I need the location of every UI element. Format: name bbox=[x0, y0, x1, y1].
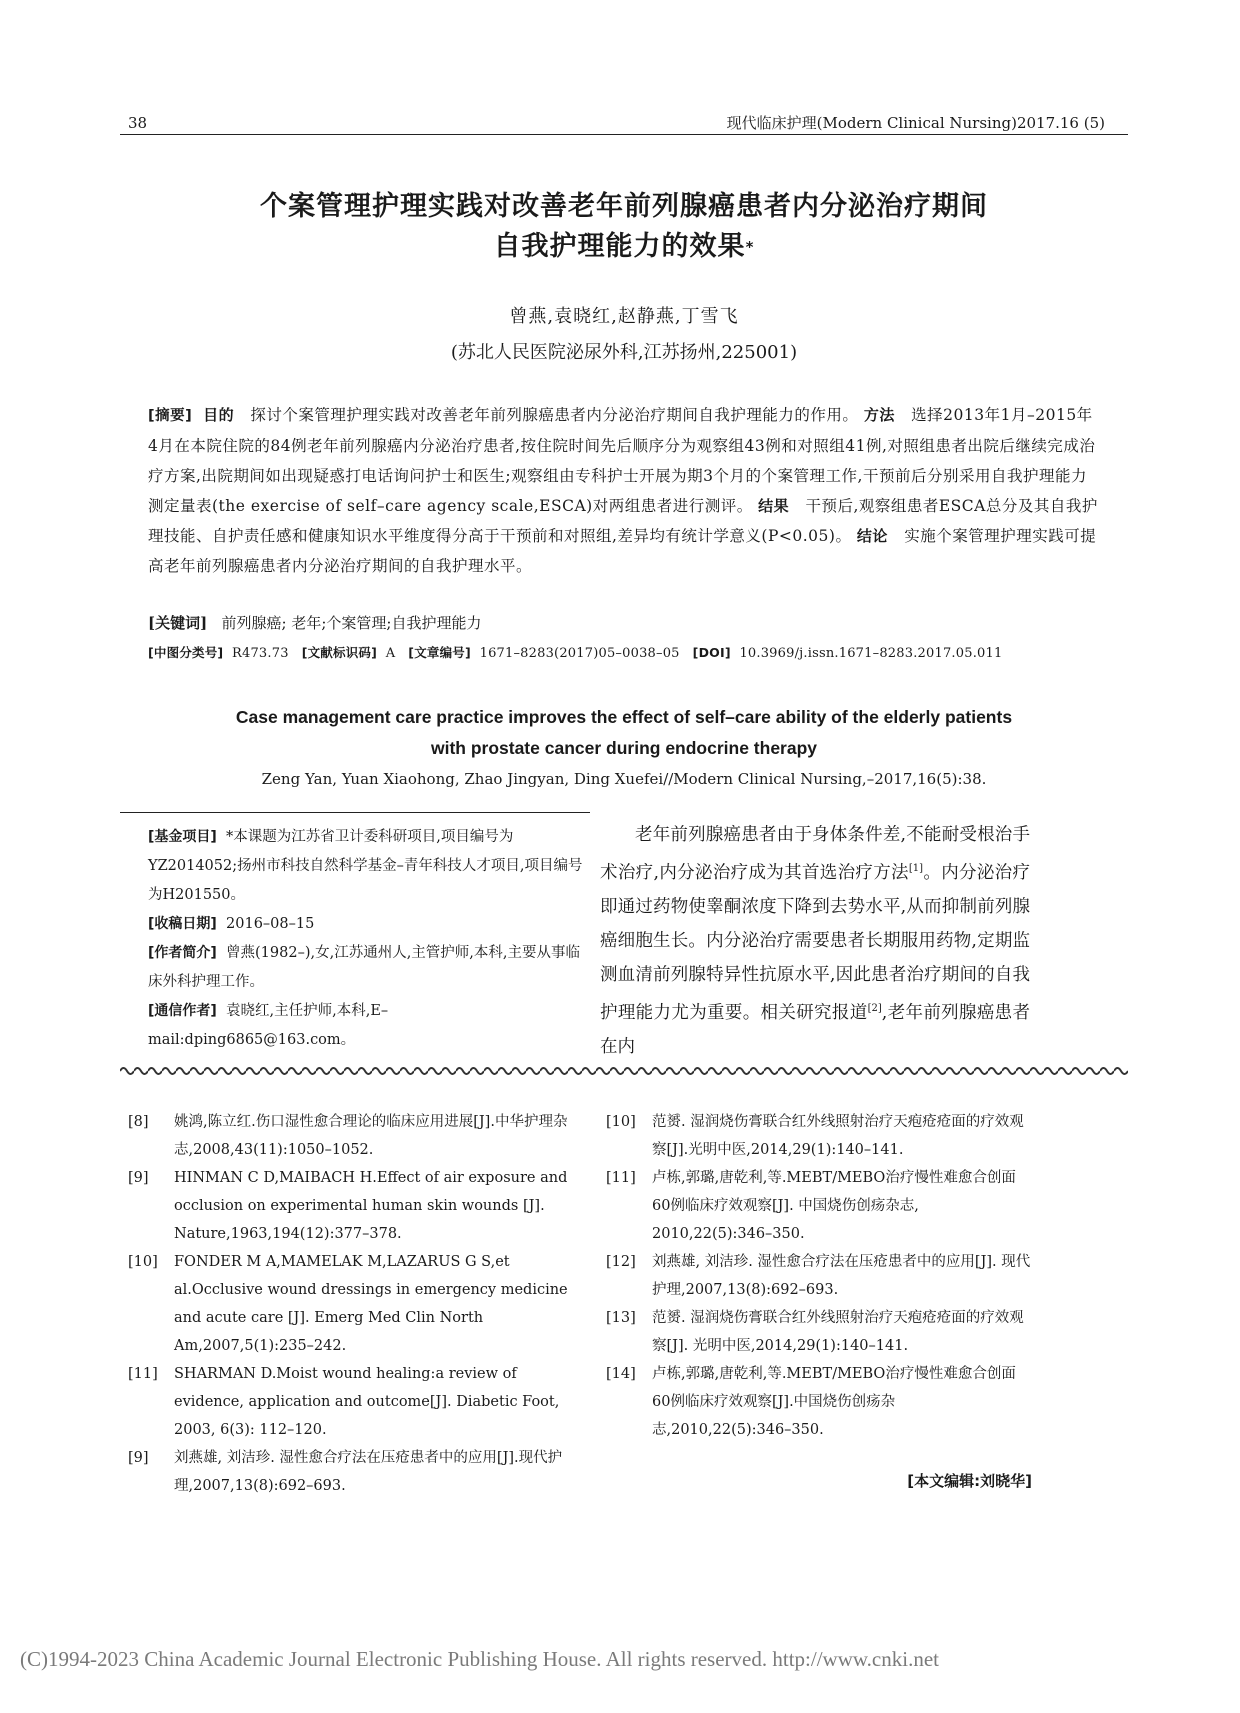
methods-text: 选择2013年1月–2015年4月在本院住院的84例老年前列腺癌内分泌治疗患者,按住院时间先后顺序分为观察组43例和对照组41例,对照组患者出院后继续完成治疗方案,出院期间如出现疑惑打电话询问护士和医生;观察组由专科护士开展为期3个月的个案管理工作,干预前后分别采用自我护理能力测定量表(the exercise of self–care agency scale,ESCA)对两组患者进行测评。 bbox=[148, 406, 1096, 515]
affiliation: (苏北人民医院泌尿外科,江苏扬州,225001) bbox=[450, 342, 798, 363]
reference-item bbox=[606, 1164, 1032, 1248]
fund-text: *本课题为江苏省卫计委科研项目,项目编号为YZ2014052;扬州市科技自然科学基金–青年科技人才项目,项目编号为H201550。 bbox=[148, 829, 583, 903]
doi-label: [DOI] bbox=[692, 645, 731, 660]
title-en-line1: Case management care practice improves the effect of self–care ability of the elderly patients bbox=[235, 707, 1013, 727]
citation-ref-2: [2] bbox=[867, 1002, 882, 1014]
body-paragraph bbox=[600, 818, 1030, 1064]
article-no-label: [文章编号] bbox=[408, 645, 471, 660]
author-list: 曾燕,袁晓红,赵静燕,丁雪飞 bbox=[509, 306, 739, 327]
header-rule bbox=[120, 134, 1128, 135]
corr-note bbox=[148, 997, 590, 1055]
citation-ref-1: [1] bbox=[908, 863, 924, 874]
abstract-heading: [摘要] bbox=[148, 408, 193, 424]
title-cn-line2-text: 自我护理能力的效果 bbox=[493, 231, 746, 262]
reference-text: 姚鸿,陈立红.伤口湿性愈合理论的临床应用进展[J].中华护理杂志,2008,43(11):1050–1052. bbox=[174, 1114, 568, 1158]
reference-item bbox=[128, 1108, 574, 1164]
results-label: 结果 bbox=[758, 497, 790, 515]
reference-text: 卢栋,郭璐,唐乾利,等.MEBT/MEBO治疗慢性难愈合创面60例临床疗效观察[J]. 中国烧伤创疡杂志, 2010,22(5):346–350. bbox=[652, 1170, 1016, 1242]
abstract bbox=[148, 400, 1100, 581]
corr-label: [通信作者] bbox=[148, 1003, 217, 1019]
running-header: 现代临床护理(Modern Clinical Nursing)2017.16 (5) bbox=[726, 114, 1105, 132]
citation-en: Zeng Yan, Yuan Xiaohong, Zhao Jingyan, Ding Xuefei//Modern Clinical Nursing,–2017,16(5):38. bbox=[261, 770, 987, 788]
references-right bbox=[606, 1108, 1032, 1444]
reference-number: [9] bbox=[128, 1450, 149, 1466]
received-date: 2016–08–15 bbox=[226, 916, 315, 932]
page-number: 38 bbox=[128, 114, 148, 132]
clc-value: R473.73 bbox=[232, 646, 289, 661]
classification-line bbox=[148, 643, 1108, 661]
objective-label: 目的 bbox=[203, 406, 235, 424]
received-note bbox=[148, 910, 590, 939]
conclusion-text: 实施个案管理护理实践可提高老年前列腺癌患者内分泌治疗期间的自我护理水平。 bbox=[148, 527, 1097, 575]
conclusion-label: 结论 bbox=[856, 527, 888, 545]
reference-number: [14] bbox=[606, 1366, 636, 1382]
reference-text: SHARMAN D.Moist wound healing:a review of evidence, application and outcome[J]. Diabetic Foot, 2003, 6(3): 112–120. bbox=[174, 1366, 560, 1438]
keywords-text: 前列腺癌; 老年;个案管理;自我护理能力 bbox=[221, 614, 482, 632]
title-cn-line2 bbox=[120, 227, 1128, 267]
copyright-footer: (C)1994-2023 China Academic Journal Electronic Publishing House. All rights reserved. http://www.cnki.net bbox=[20, 1647, 939, 1671]
reference-text: 范赟. 湿润烧伤膏联合红外线照射治疗天疱疮疮面的疗效观察[J]. 光明中医,2014,29(1):140–141. bbox=[652, 1310, 1024, 1354]
fund-note bbox=[148, 823, 590, 910]
reference-text: HINMAN C D,MAIBACH H.Effect of air exposure and occlusion on experimental human skin wounds [J]. Nature,1963,194(12):377–378. bbox=[174, 1170, 568, 1242]
title-cn-line1: 个案管理护理实践对改善老年前列腺癌患者内分泌治疗期间 bbox=[260, 191, 988, 222]
reference-number: [8] bbox=[128, 1114, 149, 1130]
reference-item bbox=[606, 1108, 1032, 1164]
reference-text: 刘燕雄, 刘洁珍. 湿性愈合疗法在压疮患者中的应用[J].现代护理,2007,13(8):692–693. bbox=[174, 1450, 563, 1494]
reference-item bbox=[606, 1304, 1032, 1360]
doi-value: 10.3969/j.issn.1671–8283.2017.05.011 bbox=[739, 646, 1003, 661]
editor-credit: [本文编辑:刘晓华] bbox=[907, 1472, 1032, 1490]
objective-text: 探讨个案管理护理实践对改善老年前列腺癌患者内分泌治疗期间自我护理能力的作用。 bbox=[250, 406, 859, 424]
front-notes bbox=[148, 823, 590, 1055]
author-bio-label: [作者简介] bbox=[148, 945, 217, 961]
reference-text: 范赟. 湿润烧伤膏联合红外线照射治疗天疱疮疮面的疗效观察[J].光明中医,2014,29(1):140–141. bbox=[652, 1114, 1024, 1158]
reference-item bbox=[128, 1164, 574, 1248]
author-note bbox=[148, 939, 590, 997]
doc-code-value: A bbox=[385, 646, 396, 661]
body-text-a: 老年前列腺癌患者由于身体条件差,不能耐受根治手术治疗,内分泌治疗成为其首选治疗方法 bbox=[600, 825, 1030, 883]
reference-number: [10] bbox=[606, 1114, 636, 1130]
keywords bbox=[148, 612, 1108, 633]
body-text-b: 。内分泌治疗即通过药物使睾酮浓度下降到去势水平,从而抑制前列腺癌细胞生长。内分泌治疗需要患者长期服用药物,定期监测血清前列腺特异性抗原水平,因此患者治疗期间的自我护理能力尤为重要。相关研究报道 bbox=[600, 862, 1031, 1023]
reference-number: [11] bbox=[128, 1366, 158, 1382]
body-text-c: ,老年前列腺癌患者在内 bbox=[600, 1002, 1031, 1057]
corr-text: 袁晓红,主任护师,本科,E–mail:dping6865@163.com。 bbox=[148, 1003, 389, 1048]
reference-item bbox=[606, 1360, 1032, 1444]
reference-text: FONDER M A,MAMELAK M,LAZARUS G S,et al.Occlusive wound dressings in emergency medicine and acute care [J]. Emerg Med Clin North Am,2007,5(1):235–242. bbox=[174, 1254, 568, 1354]
reference-number: [12] bbox=[606, 1254, 636, 1270]
reference-number: [9] bbox=[128, 1170, 149, 1186]
received-label: [收稿日期] bbox=[148, 916, 217, 932]
reference-item bbox=[606, 1248, 1032, 1304]
reference-text: 刘燕雄, 刘洁珍. 湿性愈合疗法在压疮患者中的应用[J]. 现代护理,2007,13(8):692–693. bbox=[652, 1254, 1031, 1298]
methods-label: 方法 bbox=[863, 406, 895, 424]
reference-item bbox=[128, 1248, 574, 1360]
fund-label: [基金项目] bbox=[148, 829, 217, 845]
reference-number: [11] bbox=[606, 1170, 636, 1186]
decorative-wave-divider bbox=[120, 1064, 1128, 1078]
results-text: 干预后,观察组患者ESCA总分及其自我护理技能、自护责任感和健康知识水平维度得分高于干预前和对照组,差异均有统计学意义(P<0.05)。 bbox=[148, 497, 1098, 545]
reference-number: [13] bbox=[606, 1310, 636, 1326]
clc-label: [中图分类号] bbox=[148, 645, 224, 660]
references-left bbox=[128, 1108, 574, 1500]
reference-text: 卢栋,郭璐,唐乾利,等.MEBT/MEBO治疗慢性难愈合创面60例临床疗效观察[J].中国烧伤创疡杂志,2010,22(5):346–350. bbox=[652, 1366, 1016, 1438]
title-en-line2: with prostate cancer during endocrine therapy bbox=[430, 738, 818, 758]
reference-item bbox=[128, 1444, 574, 1500]
title-fund-mark: * bbox=[745, 238, 755, 256]
keywords-label: [关键词] bbox=[148, 614, 208, 632]
article-no-value: 1671–8283(2017)05–0038–05 bbox=[479, 646, 680, 661]
reference-item bbox=[128, 1360, 574, 1444]
footnote-rule bbox=[120, 812, 590, 813]
doc-code-label: [文献标识码] bbox=[301, 645, 378, 660]
reference-number: [10] bbox=[128, 1254, 158, 1270]
author-bio: 曾燕(1982–),女,江苏通州人,主管护师,本科,主要从事临床外科护理工作。 bbox=[148, 945, 581, 990]
